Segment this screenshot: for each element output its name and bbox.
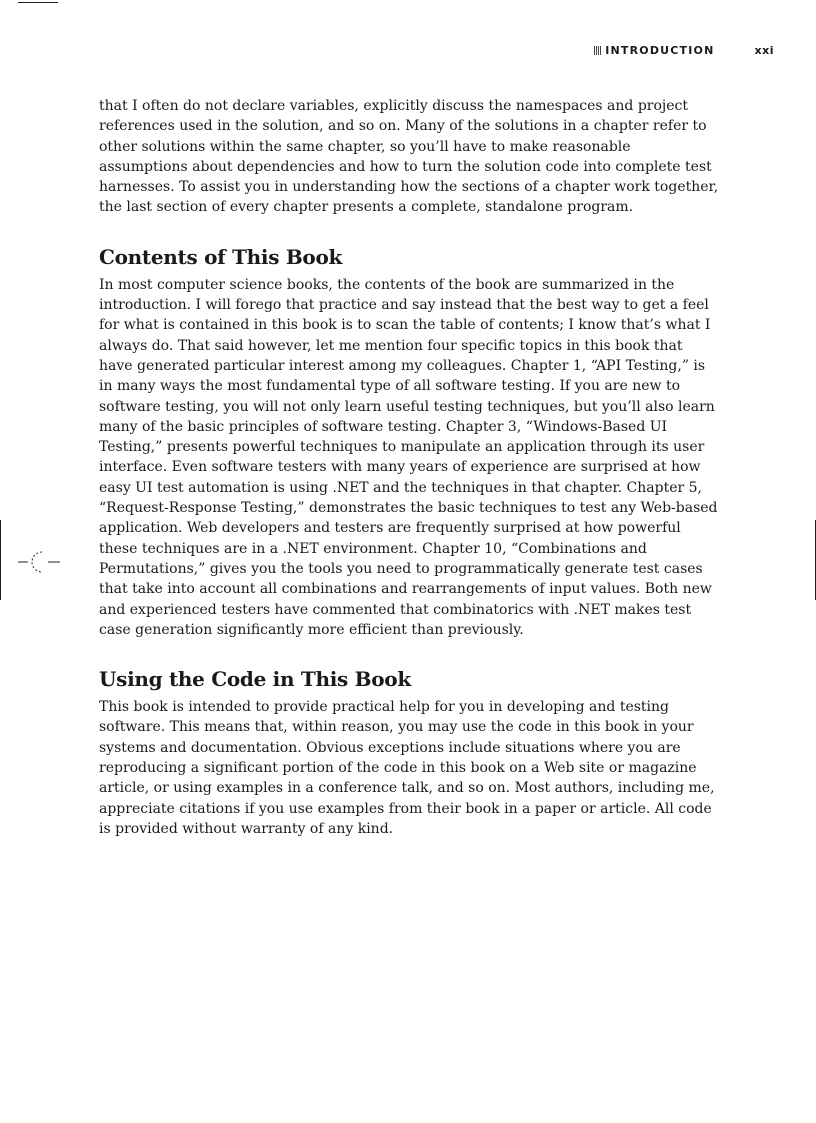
section-body: This book is intended to provide practical help for you in developing and testing software. This means that, within reason, you may use the code in this book in your systems and documentation. Obvious exceptions include situations where you are reproducing a significant portion of the code in this book on a Web site or magazine article, or using examples in a conference talk, and so on. Most authors, including me, appreciate citations if you use examples from their book in a paper or article. All code is provided without warranty of any kind. (99, 699, 715, 837)
crop-mark-left (0, 520, 1, 600)
page-content (99, 96, 719, 839)
running-head-section: INTRODUCTION (605, 44, 715, 57)
intro-paragraph: that I often do not declare variables, explicitly discuss the namespaces and project references used in the solution, and so on. Many of the solutions in a chapter refer to other solutions within the same chapter, so you’ll have to make reasonable assumptions about dependencies and how to turn the solution code into complete test harnesses. To assist you in understanding how the sections of a chapter work together, the last section of every chapter presents a complete, standalone program. (99, 98, 719, 216)
running-head-bars-icon (594, 46, 602, 55)
section-body: In most computer science books, the contents of the book are summarized in the introduction. I will forego that practice and say instead that the best way to get a feel for what is contained in this book is to scan the table of contents; I know that’s what I always do. That said however, let me mention four specific topics in this book that have generated particular interest among my colleagues. Chapter 1, “API Testing,” is in many ways the most fundamental type of all software testing. If you are new to software testing, you will not only learn useful testing techniques, but you’ll also learn many of the basic principles of software testing. Chapter 3, “Windows-Based UI Testing,” presents powerful techniques to manipulate an application through its user interface. Even software testers with many years of experience are surprised at how easy UI test automation is using .NET and the techniques in that chapter. Chapter 5, “Request-Response Testing,” demonstrates the basic techniques to test any Web-based application. Web developers and testers are frequently surprised at how powerful these techniques are in a .NET environment. Chapter 10, “Combinations and Permutations,” gives you the tools you need to programmatically generate test cases that take into account all combinations and rearrangements of input values. Both new and experienced testers have commented that combinatorics with .NET makes test case generation significantly more efficient than previously. (99, 276, 718, 638)
section-contents-of-this-book (99, 244, 719, 640)
crop-mark-top (18, 0, 58, 3)
section-using-the-code (99, 666, 719, 839)
section-heading: Contents of This Book (99, 244, 343, 269)
registration-mark-icon (18, 549, 62, 575)
section-heading: Using the Code in This Book (99, 667, 411, 692)
page-number: xxi (754, 44, 774, 57)
running-head (594, 44, 774, 57)
